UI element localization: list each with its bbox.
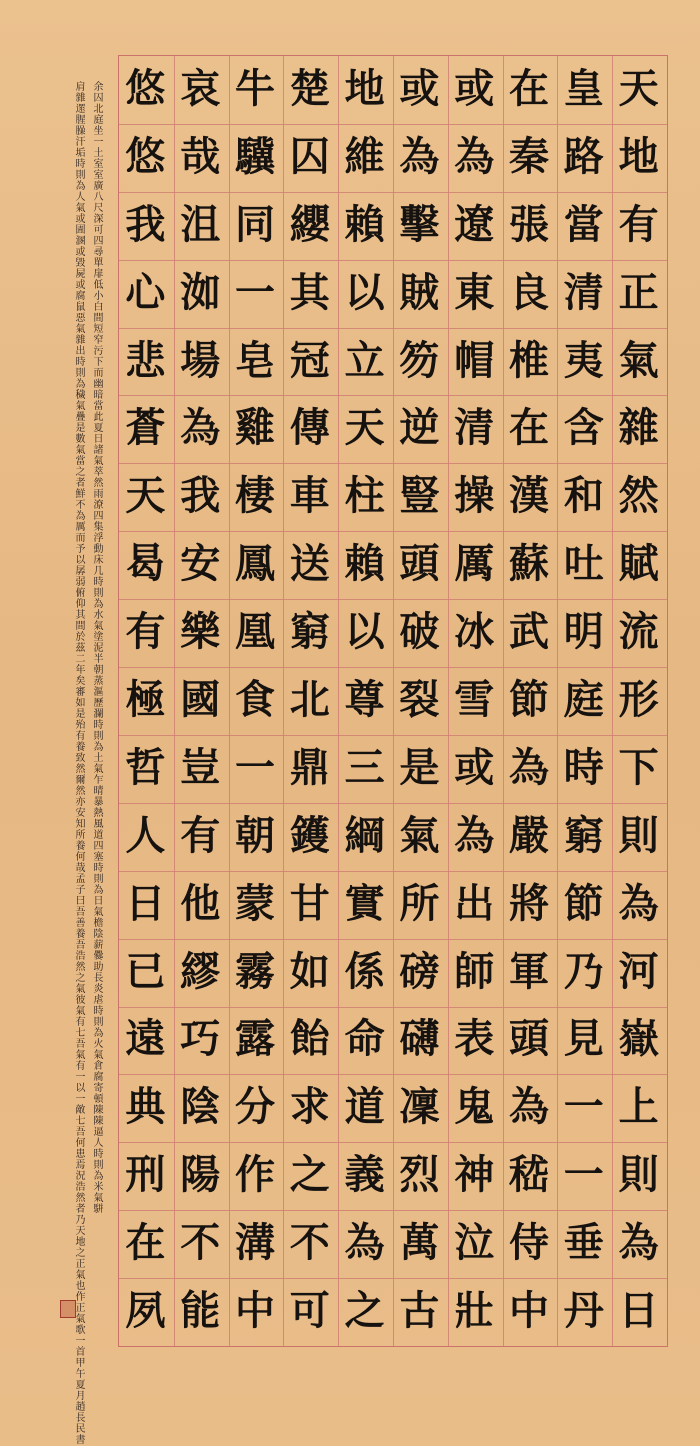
- calligraphy-character: 安: [180, 540, 221, 588]
- calligraphy-character: 有: [125, 608, 166, 656]
- calligraphy-character: 見: [563, 1015, 604, 1063]
- calligraphy-character: 柱: [344, 472, 385, 520]
- calligraphy-character: 和: [563, 472, 604, 520]
- calligraphy-character: 所: [399, 879, 440, 927]
- calligraphy-character: 甘: [289, 879, 330, 927]
- calligraphy-character: 是: [399, 743, 440, 791]
- calligraphy-character: 天: [125, 472, 166, 520]
- calligraphy-character: 張: [508, 200, 549, 248]
- calligraphy-character: 為: [454, 132, 495, 180]
- calligraphy-character: 食: [234, 675, 275, 723]
- calligraphy-character: 已: [125, 947, 166, 995]
- calligraphy-character: 萬: [399, 1219, 440, 1267]
- calligraphy-character: 哀: [180, 64, 221, 112]
- calligraphy-character: 吐: [563, 540, 604, 588]
- calligraphy-character: 賊: [399, 268, 440, 316]
- calligraphy-character: 遼: [454, 200, 495, 248]
- calligraphy-character: 之: [289, 1151, 330, 1199]
- calligraphy-character: 良: [508, 268, 549, 316]
- calligraphy-character: 鬼: [454, 1083, 495, 1131]
- calligraphy-character: 出: [454, 879, 495, 927]
- calligraphy-character: 氣: [618, 336, 659, 384]
- calligraphy-character: 不: [180, 1219, 221, 1267]
- calligraphy-character: 陰: [180, 1083, 221, 1131]
- calligraphy-character: 心: [125, 268, 166, 316]
- calligraphy-character: 軍: [508, 947, 549, 995]
- calligraphy-character: 在: [508, 404, 549, 452]
- calligraphy-character: 極: [125, 675, 166, 723]
- calligraphy-character: 我: [180, 472, 221, 520]
- calligraphy-character: 牛: [234, 64, 275, 112]
- calligraphy-character: 有: [618, 200, 659, 248]
- calligraphy-character: 則: [618, 1151, 659, 1199]
- calligraphy-character: 蒙: [234, 879, 275, 927]
- text-column: [611, 55, 666, 1345]
- calligraphy-character: 鳳: [234, 540, 275, 588]
- text-column: [282, 55, 337, 1345]
- calligraphy-character: 維: [344, 132, 385, 180]
- calligraphy-character: 場: [180, 336, 221, 384]
- calligraphy-character: 礴: [399, 1015, 440, 1063]
- calligraphy-character: 繆: [180, 947, 221, 995]
- calligraphy-character: 賴: [344, 540, 385, 588]
- calligraphy-character: 節: [508, 675, 549, 723]
- calligraphy-character: 為: [344, 1219, 385, 1267]
- calligraphy-character: 蒼: [125, 404, 166, 452]
- calligraphy-character: 上: [618, 1083, 659, 1131]
- calligraphy-character: 一: [563, 1151, 604, 1199]
- calligraphy-character: 窮: [563, 811, 604, 859]
- calligraphy-character: 或: [399, 64, 440, 112]
- calligraphy-character: 古: [399, 1287, 440, 1335]
- calligraphy-character: 凰: [234, 608, 275, 656]
- calligraphy-character: 係: [344, 947, 385, 995]
- calligraphy-character: 雪: [454, 675, 495, 723]
- calligraphy-character: 正: [618, 268, 659, 316]
- calligraphy-character: 則: [618, 811, 659, 859]
- calligraphy-character: 一: [234, 743, 275, 791]
- calligraphy-character: 求: [289, 1083, 330, 1131]
- calligraphy-character: 為: [618, 879, 659, 927]
- calligraphy-character: 時: [563, 743, 604, 791]
- calligraphy-character: 悠: [125, 132, 166, 180]
- calligraphy-character: 之: [344, 1287, 385, 1335]
- calligraphy-character: 中: [508, 1287, 549, 1335]
- calligraphy-character: 破: [399, 608, 440, 656]
- calligraphy-character: 刑: [125, 1151, 166, 1199]
- calligraphy-character: 以: [344, 608, 385, 656]
- calligraphy-character: 賴: [344, 200, 385, 248]
- calligraphy-character: 哲: [125, 743, 166, 791]
- calligraphy-character: 侍: [508, 1219, 549, 1267]
- calligraphy-character: 神: [454, 1151, 495, 1199]
- calligraphy-character: 賦: [618, 540, 659, 588]
- calligraphy-character: 纓: [289, 200, 330, 248]
- calligraphy-character: 丹: [563, 1287, 604, 1335]
- text-column: [392, 55, 447, 1345]
- calligraphy-character: 楚: [289, 64, 330, 112]
- calligraphy-character: 溝: [234, 1219, 275, 1267]
- calligraphy-character: 豈: [180, 743, 221, 791]
- calligraphy-character: 烈: [399, 1151, 440, 1199]
- calligraphy-character: 能: [180, 1287, 221, 1335]
- calligraphy-character: 河: [618, 947, 659, 995]
- calligraphy-character: 哉: [180, 132, 221, 180]
- calligraphy-character: 分: [234, 1083, 275, 1131]
- calligraphy-character: 一: [563, 1083, 604, 1131]
- calligraphy-character: 立: [344, 336, 385, 384]
- calligraphy-character: 地: [618, 132, 659, 180]
- artist-seal: [60, 1300, 76, 1318]
- calligraphy-character: 乃: [563, 947, 604, 995]
- text-column: [228, 55, 283, 1345]
- text-column: [173, 55, 228, 1345]
- calligraphy-character: 嚴: [508, 811, 549, 859]
- calligraphy-character: 沮: [180, 200, 221, 248]
- calligraphy-character: 明: [563, 608, 604, 656]
- calligraphy-character: 洳: [180, 268, 221, 316]
- calligraphy-character: 笏: [399, 336, 440, 384]
- text-column: [337, 55, 392, 1345]
- calligraphy-character: 漢: [508, 472, 549, 520]
- calligraphy-character: 庭: [563, 675, 604, 723]
- calligraphy-character: 送: [289, 540, 330, 588]
- text-column: [118, 55, 173, 1345]
- calligraphy-character: 頭: [399, 540, 440, 588]
- calligraphy-character: 清: [563, 268, 604, 316]
- calligraphy-character: 為: [508, 743, 549, 791]
- calligraphy-character: 東: [454, 268, 495, 316]
- calligraphy-character: 將: [508, 879, 549, 927]
- calligraphy-character: 夷: [563, 336, 604, 384]
- calligraphy-character: 清: [454, 404, 495, 452]
- calligraphy-character: 冠: [289, 336, 330, 384]
- calligraphy-character: 霧: [234, 947, 275, 995]
- text-column: [502, 55, 557, 1345]
- calligraphy-character: 為: [618, 1219, 659, 1267]
- calligraphy-character: 鑊: [289, 811, 330, 859]
- calligraphy-character: 在: [508, 64, 549, 112]
- calligraphy-character: 我: [125, 200, 166, 248]
- calligraphy-character: 操: [454, 472, 495, 520]
- calligraphy-character: 道: [344, 1083, 385, 1131]
- calligraphy-character: 樂: [180, 608, 221, 656]
- calligraphy-character: 凜: [399, 1083, 440, 1131]
- calligraphy-character: 遠: [125, 1015, 166, 1063]
- calligraphy-character: 其: [289, 268, 330, 316]
- calligraphy-character: 秦: [508, 132, 549, 180]
- calligraphy-character: 日: [618, 1287, 659, 1335]
- calligraphy-character: 冰: [454, 608, 495, 656]
- calligraphy-character: 中: [234, 1287, 275, 1335]
- calligraphy-character: 擊: [399, 200, 440, 248]
- calligraphy-character: 夙: [125, 1287, 166, 1335]
- calligraphy-character: 囚: [289, 132, 330, 180]
- calligraphy-character: 實: [344, 879, 385, 927]
- calligraphy-character: 綱: [344, 811, 385, 859]
- calligraphy-character: 雜: [618, 404, 659, 452]
- calligraphy-character: 他: [180, 879, 221, 927]
- calligraphy-character: 為: [508, 1083, 549, 1131]
- colophon-column-1: 余囚北庭坐一土室室廣八尺深可四尋單扉低小白間短窄污下而幽暗當此夏日諸氣萃然雨潦四集浮動床几時則為水氣塗泥半朝蒸漚歷瀾時則為土氣乍晴暴熱風道四塞時則為日氣檐陰薪爨助長炎虐時則為火氣倉腐寄頓陳陳逼人時則為米氣駢: [93, 82, 104, 1215]
- calligraphy-character: 為: [180, 404, 221, 452]
- calligraphy-character: 悲: [125, 336, 166, 384]
- calligraphy-character: 皂: [234, 336, 275, 384]
- calligraphy-character: 日: [125, 879, 166, 927]
- calligraphy-character: 流: [618, 608, 659, 656]
- colophon-column-2: 肩雜遝腥臊汗垢時則為人氣或圊溷或毀屍或腐鼠惡氣雜出時則為穢氣疊是數氣當之者鮮不為厲而予以孱弱俯仰其間於茲二年矣審如是殆有養致然爾然亦安知所養何哉孟子曰吾善養吾浩然之氣彼氣有七吾氣有一以一敵七吾何患焉況浩然者乃天地之正氣也作正氣歌一首甲午夏月趙長民書: [75, 82, 86, 1446]
- calligraphy-character: 不: [289, 1219, 330, 1267]
- calligraphy-character: 命: [344, 1015, 385, 1063]
- calligraphy-character: 有: [180, 811, 221, 859]
- calligraphy-character: 三: [344, 743, 385, 791]
- calligraphy-character: 壯: [454, 1287, 495, 1335]
- calligraphy-character: 尊: [344, 675, 385, 723]
- calligraphy-character: 北: [289, 675, 330, 723]
- calligraphy-character: 人: [125, 811, 166, 859]
- calligraphy-character: 傳: [289, 404, 330, 452]
- calligraphy-character: 巧: [180, 1015, 221, 1063]
- calligraphy-character: 天: [618, 64, 659, 112]
- calligraphy-character: 豎: [399, 472, 440, 520]
- calligraphy-character: 裂: [399, 675, 440, 723]
- text-column: [556, 55, 611, 1345]
- calligraphy-character: 路: [563, 132, 604, 180]
- calligraphy-character: 表: [454, 1015, 495, 1063]
- calligraphy-character: 地: [344, 64, 385, 112]
- calligraphy-character: 驥: [234, 132, 275, 180]
- calligraphy-character: 磅: [399, 947, 440, 995]
- calligraphy-character: 節: [563, 879, 604, 927]
- calligraphy-character: 在: [125, 1219, 166, 1267]
- calligraphy-character: 氣: [399, 811, 440, 859]
- calligraphy-character: 當: [563, 200, 604, 248]
- calligraphy-character: 泣: [454, 1219, 495, 1267]
- calligraphy-character: 鼎: [289, 743, 330, 791]
- calligraphy-character: 為: [399, 132, 440, 180]
- calligraphy-character: 一: [234, 268, 275, 316]
- calligraphy-character: 朝: [234, 811, 275, 859]
- calligraphy-character: 悠: [125, 64, 166, 112]
- calligraphy-character: 可: [289, 1287, 330, 1335]
- calligraphy-character: 或: [454, 743, 495, 791]
- calligraphy-character: 陽: [180, 1151, 221, 1199]
- calligraphy-character: 露: [234, 1015, 275, 1063]
- calligraphy-character: 蘇: [508, 540, 549, 588]
- calligraphy-character: 嵇: [508, 1151, 549, 1199]
- calligraphy-character: 飴: [289, 1015, 330, 1063]
- calligraphy-character: 以: [344, 268, 385, 316]
- calligraphy-character: 形: [618, 675, 659, 723]
- calligraphy-character: 為: [454, 811, 495, 859]
- calligraphy-character: 厲: [454, 540, 495, 588]
- calligraphy-character: 逆: [399, 404, 440, 452]
- calligraphy-character: 棲: [234, 472, 275, 520]
- calligraphy-character: 車: [289, 472, 330, 520]
- calligraphy-character: 國: [180, 675, 221, 723]
- calligraphy-character: 嶽: [618, 1015, 659, 1063]
- calligraphy-character: 典: [125, 1083, 166, 1131]
- calligraphy-character: 然: [618, 472, 659, 520]
- calligraphy-character: 或: [454, 64, 495, 112]
- calligraphy-character: 椎: [508, 336, 549, 384]
- calligraphy-character: 武: [508, 608, 549, 656]
- calligraphy-character: 含: [563, 404, 604, 452]
- calligraphy-character: 下: [618, 743, 659, 791]
- calligraphy-character: 曷: [125, 540, 166, 588]
- calligraphy-character: 作: [234, 1151, 275, 1199]
- calligraphy-character: 師: [454, 947, 495, 995]
- text-column: [447, 55, 502, 1345]
- calligraphy-character: 皇: [563, 64, 604, 112]
- calligraphy-character: 同: [234, 200, 275, 248]
- calligraphy-character: 如: [289, 947, 330, 995]
- calligraphy-character: 帽: [454, 336, 495, 384]
- calligraphy-character: 垂: [563, 1219, 604, 1267]
- calligraphy-character: 義: [344, 1151, 385, 1199]
- calligraphy-character: 窮: [289, 608, 330, 656]
- calligraphy-character: 雞: [234, 404, 275, 452]
- calligraphy-character: 頭: [508, 1015, 549, 1063]
- calligraphy-character: 天: [344, 404, 385, 452]
